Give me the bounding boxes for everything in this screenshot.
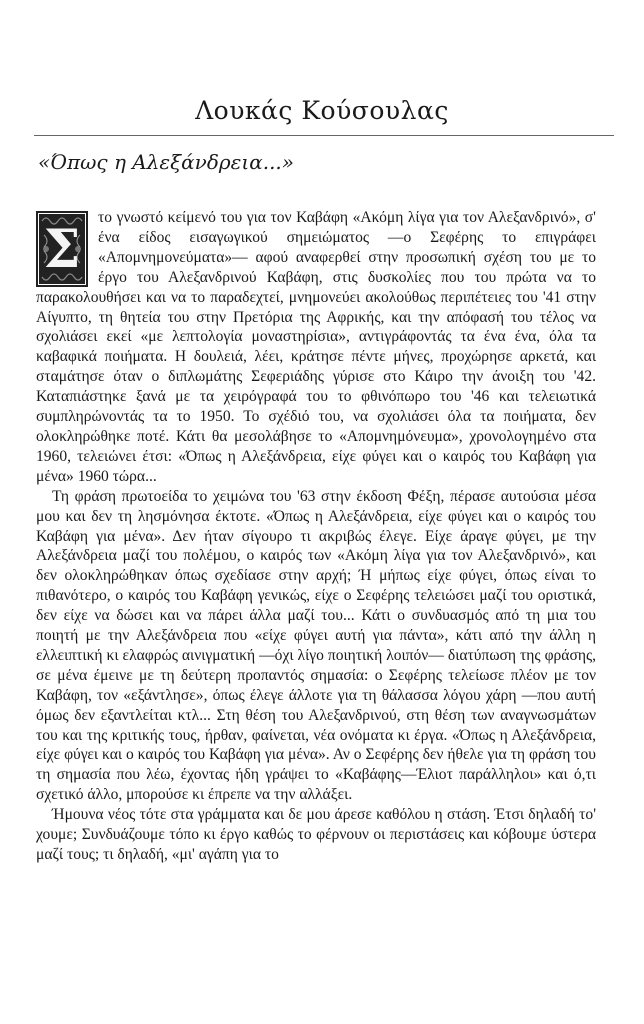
paragraph-1: το γνωστό κείμενό του για τον Καβάφη «Ακόμη λίγα για τον Αλεξανδρινό», σ' ένα είδος εισαγωγικού σημειώματος —ο Σεφέρης το επιγράφει «Απομνημονεύματα»— αφού αναφερθεί στην προσωπική σχέση του με το έργο του Αλεξανδρινού Καβάφη, στις δυσκολίες που του πρώτα να το παρακολουθήσει και να το παραδεχτεί, μνημονεύει ακολούθως περιπέτειες του '41 στην Αίγυπτο, τη θητεία του στην Πρετόρια της Αφρικής, και την απόφασή του τέλος να σχολιάσει εκεί «με λεπτολογία μοναστηρίσια», αντιγράφοντάς τα ένα ένα, όλα τα καβαφικά ποιήματα. Η δουλειά, λέει, κράτησε πέντε μήνες, προχώρησε αρκετά, και σταμάτησε όταν ο διπλωμάτης Σεφεριάδης γύρισε στο Κάιρο την άνοιξη του '42. Καταπιάστηκε ξανά με τα χειρόγραφά του το φθινόπωρο του '46 και τελειωτικά συμπληρώνοντάς τα το 1950. Το σχέδιό του, να σχολιάσει όλα τα ποιήματα, δεν ολοκληρώθηκε ποτέ. Κάτι θα μεσολάβησε το «Απομνημόνευμα», χρονολογημένο στα 1960, τελειώνει έτσι: «Όπως η Αλεξάνδρεια, είχε φύγει και ο καιρός του Καβάφη για μένα» 1960 τώρα...	[36, 209, 596, 485]
dropcap-letter: Σ	[43, 219, 81, 280]
essay-title: «Όπως η Αλεξάνδρεια...»	[38, 150, 295, 174]
author-name: Λουκάς Κούσουλας	[195, 96, 449, 125]
ornate-dropcap-sigma	[36, 211, 88, 287]
article-body	[36, 208, 596, 865]
paragraph-2: Τη φράση πρωτοείδα το χειμώνα του '63 στην έκδοση Φέξη, πέρασε αυτούσια μέσα μου και δεν τη λησμόνησα έκτοτε. «Όπως η Αλεξάνδρεια, είχε φύγει και ο καιρός του Καβάφη για μένα». Δεν ήταν σίγουρο τι ακριβώς έλεγε. Είχε άραγε φύγει, με την Αλεξάνδρεια μαζί του πολέμου, ο καιρός των «Ακόμη λίγα για τον Αλεξανδρινό», και δεν ολοκληρώθηκαν όπως σχεδίασε στην αρχή; Ή μήπως είχε φύγει, όπως είναι το πιθανότερο, ο καιρός του Καβάφη γενικώς, είχε ο Σεφέρης τελειώσει μαζί του οριστικά, δεν είχε να δώσει και να πάρει άλλα μαζί του... Κάτι ο συνδυασμός από τη μια του ποιητή με την Αλεξάνδρεια που «είχε φύγει αυτή για πάντα», κάτι από την άλλη η ελλειπτική κι ελαφρώς αινιγματική —όχι λίγο ποιητική λοιπόν— διατύπωση της φράσης, σε μένα έμεινε με τη δεύτερη προπαντός σημασία: ο Σεφέρης τελείωσε πλέον με τον Καβάφη, τον «εξάντλησε», όπως έλεγε άλλοτε για τη θάλασσα λόγου χάρη —που αυτή όμως δεν εξαντλείται κτλ... Στη θέση του Αλεξανδρινού, στη θέση των αναγνωσμάτων του και της κριτικής τους, ήρθαν, φαίνεται, νέα ονόματα κι έργα. «Όπως η Αλεξάνδρεια, είχε φύγει και ο καιρός του Καβάφη για μένα». Αν ο Σεφέρης δεν ήθελε για τη φράση του τη σημασία που λέω, έχοντας ήδη γράψει το «Καβάφης—Έλιοτ παράλληλοι» και ό,τι σχετικό άλλο, μπορούσε κι έπρεπε να την αλλάξει.	[36, 487, 596, 804]
header-rule	[34, 135, 614, 136]
paragraph-3: Ήμουνα νέος τότε στα γράμματα και δε μου άρεσε καθόλου η στάση. Έτσι δηλαδή το' χουμε; Συνδυάζουμε τόπο κι έργο καθώς το φέρνουν οι περιστάσεις και κόβουμε ύστερα μαζί τους; τι δηλαδή, «μι' αγάπη για το	[36, 806, 596, 863]
